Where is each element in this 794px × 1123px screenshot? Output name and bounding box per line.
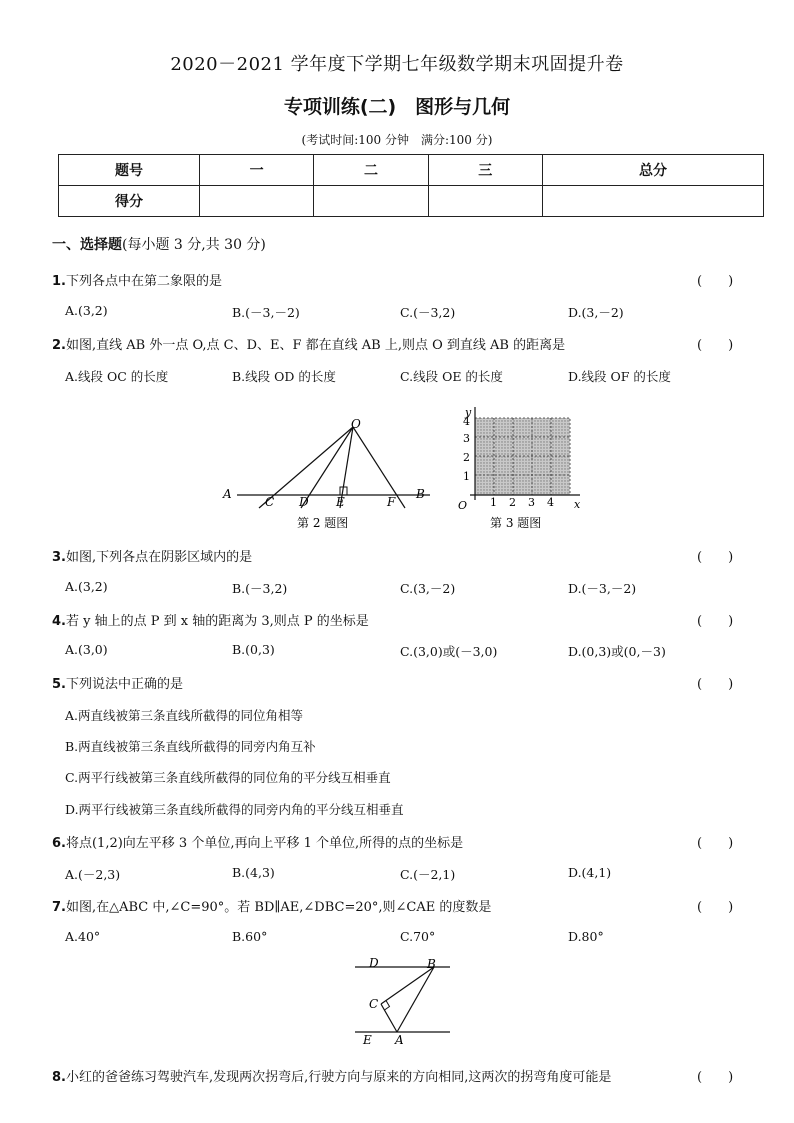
answer-paren: ( ) (697, 338, 734, 353)
segment-ca (381, 1004, 397, 1032)
option: C.(3,0)或(－3,0) (400, 644, 498, 659)
answer-paren: ( ) (697, 1070, 734, 1085)
score-cell[interactable] (200, 186, 314, 217)
score-table (58, 154, 764, 217)
score-header-cell: 总分 (542, 155, 763, 186)
question-3 (52, 546, 252, 565)
score-row-label: 得分 (59, 186, 200, 217)
question-text: 如图,在△ABC 中,∠C=90°。若 BD∥AE,∠DBC=20°,则∠CAE 的度数是 (65, 900, 492, 915)
section-heading (52, 234, 266, 254)
score-header-cell: 三 (428, 155, 542, 186)
right-angle-mark (385, 1001, 390, 1011)
question-text: 若 y 轴上的点 P 到 x 轴的距离为 3,则点 P 的坐标是 (65, 614, 369, 629)
option: A.两直线被第三条直线所截得的同位角相等 (65, 708, 304, 723)
question-text: 将点(1,2)向左平移 3 个单位,再向上平移 1 个单位,所得的点的坐标是 (65, 836, 464, 851)
question-7 (52, 896, 491, 915)
x-tick: 3 (528, 496, 535, 509)
segment-ba (397, 967, 434, 1032)
question-text: 如图,直线 AB 外一点 O,点 C、D、E、F 都在直线 AB 上,则点 O 到直线 AB 的距离是 (65, 338, 566, 353)
page-subtitle: 专项训练(二) 图形与几何 (283, 96, 511, 118)
question-number: 7. (52, 900, 66, 915)
option: D.线段 OF 的长度 (568, 369, 671, 384)
score-cell[interactable] (428, 186, 542, 217)
figure-3 (450, 405, 600, 535)
option: B.(4,3) (232, 865, 275, 880)
label-c: C (369, 997, 379, 1011)
label-a: A (395, 1033, 404, 1047)
y-tick: 4 (463, 415, 470, 428)
x-axis-label: x (574, 498, 581, 511)
label-o: O (351, 417, 361, 431)
option: B.(－3,－2) (232, 305, 300, 320)
option: C.(－2,1) (400, 867, 456, 882)
score-table-header-row (59, 155, 764, 186)
label-a: A (223, 487, 232, 501)
page-title: 2020－2021 学年度下学期七年级数学期末巩固提升卷 (170, 54, 624, 75)
question-8 (52, 1066, 611, 1085)
question-4 (52, 610, 369, 629)
x-tick: 4 (547, 496, 554, 509)
answer-paren: ( ) (697, 614, 734, 629)
label-b: B (427, 957, 436, 971)
question-number: 1. (52, 274, 66, 289)
question-text: 如图,下列各点在阴影区域内的是 (65, 550, 253, 565)
score-header-cell: 二 (314, 155, 428, 186)
option: D.(0,3)或(0,－3) (568, 644, 666, 659)
x-tick: 1 (490, 496, 497, 509)
option: D.80° (568, 929, 604, 944)
option: D.(4,1) (568, 865, 612, 880)
section-title: 一、选择题 (52, 237, 122, 253)
question-number: 8. (52, 1070, 66, 1085)
question-5 (52, 673, 183, 692)
answer-paren: ( ) (697, 900, 734, 915)
option: B.线段 OD 的长度 (232, 369, 336, 384)
score-table-row (59, 186, 764, 217)
option: C.70° (400, 929, 436, 944)
option: C.两平行线被第三条直线所截得的同位角的平分线互相垂直 (65, 770, 391, 785)
y-tick: 3 (463, 432, 470, 445)
segment-bc (381, 967, 434, 1004)
exam-info: (考试时间:100 分钟 满分:100 分) (301, 133, 493, 147)
option: A.40° (65, 929, 101, 944)
score-header-cell: 一 (200, 155, 314, 186)
section-note: (每小题 3 分,共 30 分) (122, 237, 266, 253)
question-1 (52, 270, 222, 289)
label-c: C (265, 495, 275, 509)
question-number: 2. (52, 338, 66, 353)
figure-caption: 第 3 题图 (490, 516, 542, 530)
option: C.(3,－2) (400, 581, 456, 596)
option: A.线段 OC 的长度 (65, 369, 169, 384)
y-axis-label: y (465, 406, 472, 419)
answer-paren: ( ) (697, 677, 734, 692)
question-number: 6. (52, 836, 66, 851)
origin-label: O (458, 499, 468, 512)
option: C.线段 OE 的长度 (400, 369, 503, 384)
shaded-region (475, 418, 570, 495)
answer-paren: ( ) (697, 274, 734, 289)
label-f: F (387, 495, 396, 509)
option: A.(3,2) (65, 579, 108, 594)
question-6 (52, 832, 463, 851)
question-text: 下列说法中正确的是 (65, 677, 183, 692)
y-tick: 1 (463, 470, 470, 483)
question-text: 小红的爸爸练习驾驶汽车,发现两次拐弯后,行驶方向与原来的方向相同,这两次的拐弯角度可能是 (65, 1070, 612, 1085)
label-d: D (299, 495, 309, 509)
score-cell[interactable] (314, 186, 428, 217)
score-cell[interactable] (542, 186, 763, 217)
x-tick: 2 (509, 496, 516, 509)
question-text: 下列各点中在第二象限的是 (65, 274, 222, 289)
question-2 (52, 334, 565, 353)
option: A.(3,2) (65, 303, 108, 318)
label-d: D (369, 956, 379, 970)
figure-7 (355, 952, 455, 1047)
answer-paren: ( ) (697, 550, 734, 565)
option: D.(－3,－2) (568, 581, 637, 596)
option: D.两平行线被第三条直线所截得的同旁内角的平分线互相垂直 (65, 802, 404, 817)
figure-2 (215, 400, 435, 535)
option: D.(3,－2) (568, 305, 624, 320)
question-number: 4. (52, 614, 66, 629)
label-e: E (363, 1033, 372, 1047)
score-header-cell: 题号 (59, 155, 200, 186)
question-number: 5. (52, 677, 66, 692)
option: B.(－3,2) (232, 581, 288, 596)
question-number: 3. (52, 550, 66, 565)
option: A.(－2,3) (65, 867, 121, 882)
option: A.(3,0) (65, 642, 108, 657)
option: C.(－3,2) (400, 305, 456, 320)
segment-of (353, 427, 405, 508)
answer-paren: ( ) (697, 836, 734, 851)
label-e: E (336, 495, 345, 509)
option: B.60° (232, 929, 268, 944)
figure-caption: 第 2 题图 (297, 516, 349, 530)
segment-od (301, 427, 353, 508)
option: B.(0,3) (232, 642, 275, 657)
y-tick: 2 (463, 451, 470, 464)
option: B.两直线被第三条直线所截得的同旁内角互补 (65, 739, 316, 754)
label-b: B (416, 487, 425, 501)
